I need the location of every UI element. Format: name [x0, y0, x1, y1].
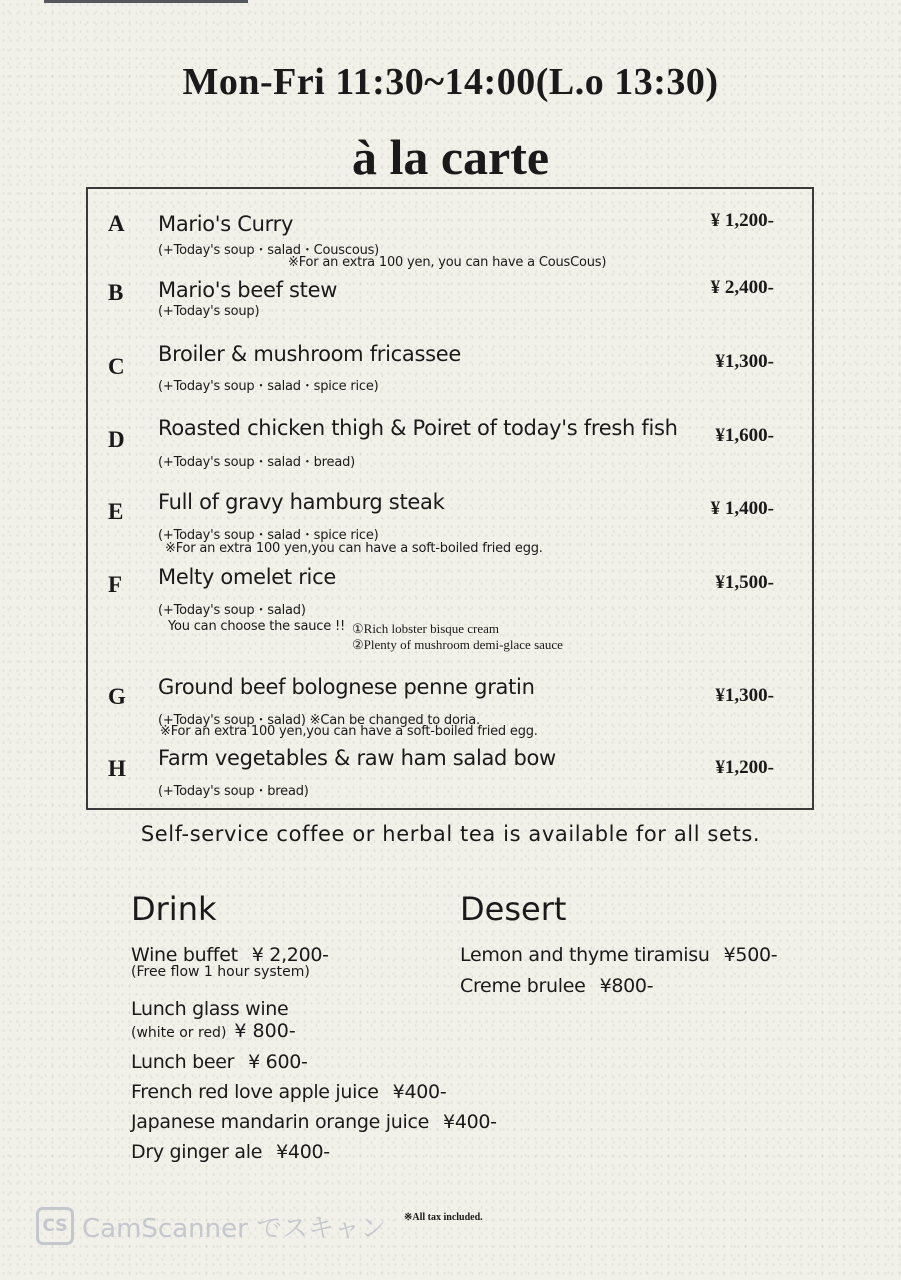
item-letter: D	[108, 427, 125, 452]
item-letter: F	[108, 572, 123, 597]
item-note: ※For an extra 100 yen, you can have a CousCous)	[288, 255, 607, 270]
camscanner-watermark	[36, 1207, 386, 1245]
menu-title: à la carte	[351, 129, 550, 185]
item-note: ※For an extra 100 yen,you can have a soft-boiled fried egg.	[165, 541, 543, 556]
drink-price: ¥ 800-	[234, 1020, 296, 1042]
item-letter: C	[108, 354, 125, 379]
drink-note: (white or red)	[131, 1025, 227, 1041]
item-note: You can choose the sauce !!	[168, 619, 345, 634]
drink-name: Lunch beer	[131, 1051, 235, 1073]
drink-price: ¥400-	[276, 1141, 330, 1163]
item-sub: (+Today's soup・salad・Couscous)	[158, 243, 380, 258]
item-name: Melty omelet rice	[158, 565, 336, 589]
drink-apple-juice	[131, 1081, 446, 1103]
drink-price: ¥ 2,200-	[251, 944, 329, 966]
camscanner-logo-icon: CS	[36, 1207, 74, 1245]
drink-name: Wine buffet	[131, 944, 238, 966]
item-price: ¥1,300-	[715, 351, 774, 372]
drink-title: Drink	[131, 890, 217, 928]
item-sub: (+Today's soup・salad)	[158, 603, 306, 618]
item-letter: A	[108, 211, 125, 236]
top-edge-bar	[44, 0, 248, 3]
drink-name: Japanese mandarin orange juice	[131, 1111, 430, 1133]
sauce-option-2: ②Plenty of mushroom demi-glace sauce	[352, 637, 563, 652]
item-letter: B	[108, 280, 124, 305]
item-name: Ground beef bolognese penne gratin	[158, 675, 535, 699]
item-name: Roasted chicken thigh & Poiret of today's fresh fish	[158, 416, 678, 440]
drink-price: ¥400-	[392, 1081, 447, 1103]
tax-note: ※All tax included.	[404, 1212, 483, 1223]
item-sub: (+Today's soup)	[158, 304, 260, 319]
item-letter: H	[108, 756, 126, 781]
watermark-text: CamScanner でスキャン	[82, 1213, 387, 1244]
drink-price: ¥ 600-	[248, 1051, 308, 1073]
drink-name: Dry ginger ale	[131, 1141, 263, 1163]
item-name: Mario's Curry	[158, 212, 294, 236]
item-sub: (+Today's soup・salad・spice rice)	[158, 528, 379, 543]
item-price: ¥1,200-	[715, 757, 774, 778]
drink-ginger-ale	[131, 1141, 330, 1163]
item-note: ※For an extra 100 yen,you can have a soft-boiled fried egg.	[160, 724, 538, 739]
drink-note: (Free flow 1 hour system)	[131, 964, 310, 980]
desert-name: Lemon and thyme tiramisu	[460, 944, 710, 966]
desert-price: ¥500-	[723, 944, 778, 966]
opening-hours: Mon-Fri 11:30~14:00(L.o 13:30)	[182, 61, 719, 103]
drink-orange-juice	[131, 1111, 497, 1133]
item-price: ¥ 2,400-	[710, 277, 774, 298]
desert-item	[460, 944, 777, 966]
drink-wine-buffet	[131, 944, 329, 966]
item-price: ¥ 1,400-	[710, 498, 774, 519]
item-letter: G	[108, 684, 126, 709]
drink-lunch-wine-sub	[131, 1020, 296, 1042]
desert-price: ¥800-	[599, 975, 654, 997]
item-name: Broiler & mushroom fricassee	[158, 342, 461, 366]
drink-lunch-beer	[131, 1051, 308, 1073]
drink-price: ¥400-	[443, 1111, 497, 1133]
item-price: ¥1,300-	[715, 685, 774, 706]
desert-name: Creme brulee	[460, 975, 586, 997]
item-price: ¥ 1,200-	[710, 210, 774, 231]
item-price: ¥1,500-	[715, 572, 774, 593]
item-name: Farm vegetables & raw ham salad bow	[158, 746, 556, 770]
drink-name: French red love apple juice	[131, 1081, 379, 1103]
item-sub: (+Today's soup・bread)	[158, 784, 309, 799]
item-letter: E	[108, 499, 124, 524]
drink-lunch-wine: Lunch glass wine	[131, 998, 289, 1020]
item-sub: (+Today's soup・salad・spice rice)	[158, 379, 379, 394]
self-service-note: Self-service coffee or herbal tea is available for all sets.	[140, 822, 761, 846]
item-name: Full of gravy hamburg steak	[158, 490, 445, 514]
item-price: ¥1,600-	[715, 425, 774, 446]
desert-item	[460, 975, 653, 997]
item-sub: (+Today's soup・salad) ※Can be changed to doria.	[158, 713, 480, 728]
desert-title: Desert	[460, 890, 567, 928]
item-sub: (+Today's soup・salad・bread)	[158, 455, 356, 470]
item-name: Mario's beef stew	[158, 278, 338, 302]
sauce-option-1: ①Rich lobster bisque cream	[352, 621, 500, 636]
